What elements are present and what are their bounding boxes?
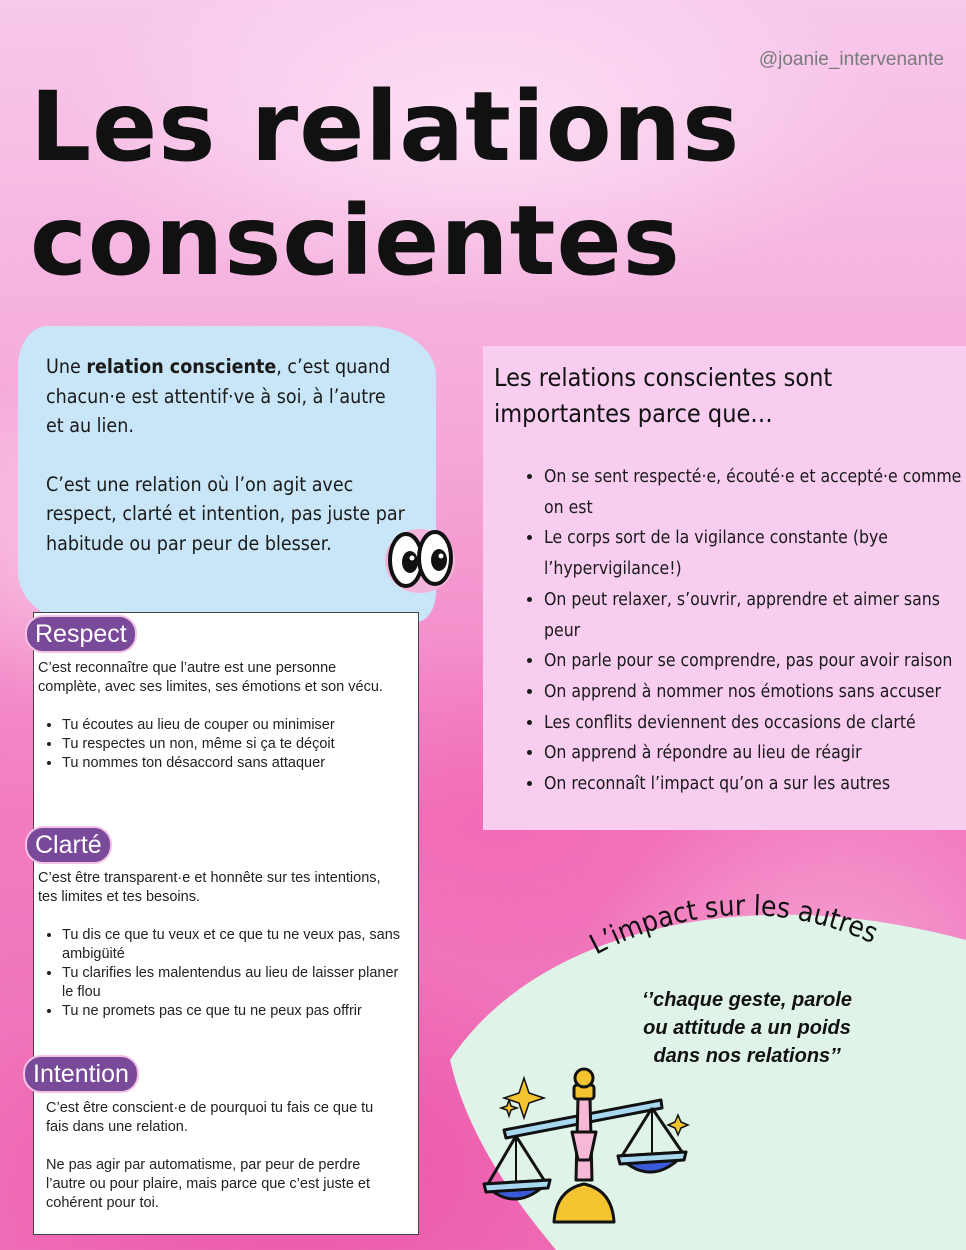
impact-heading: L’impact sur les autres: [584, 888, 883, 962]
respect-description: C’est reconnaître que l’autre est une personne complète, avec ses limites, ses émotions et son vécu.: [38, 660, 383, 695]
author-handle: @joanie_intervenante: [758, 49, 944, 70]
respect-list: [38, 716, 400, 773]
title-line-1: Les relations: [30, 71, 741, 183]
list-item: • On apprend à nommer nos émotions sans accuser: [544, 677, 966, 708]
eyes-icon: [384, 526, 456, 594]
list-item: • Tu écoutes au lieu de couper ou minimiser: [62, 716, 400, 735]
list-item: • Tu respectes un non, même si ça te déçoit: [62, 735, 400, 754]
list-item: • On apprend à répondre au lieu de réagir: [544, 738, 966, 769]
respect-label: Respect: [25, 615, 137, 653]
impact-quote: ‘’chaque geste, parole ou attitude a un poids dans nos relations’’: [641, 989, 853, 1067]
clarte-description: C’est être transparent·e et honnête sur tes intentions, tes limites et tes besoins.: [38, 870, 381, 905]
leaf-shape: [450, 915, 966, 1250]
title-line-2: conscientes: [30, 185, 681, 297]
list-item: • On se sent respecté·e, écouté·e et accepté·e comme on est: [544, 462, 966, 523]
importance-list: [518, 462, 966, 800]
definition-text: [46, 352, 406, 587]
intention-paragraph-1: C’est être conscient·e de pourquoi tu fais ce que tu fais dans une relation.: [46, 1100, 374, 1135]
list-item: • Tu ne promets pas ce que tu ne peux pas offrir: [62, 1002, 400, 1021]
importance-heading: Les relations conscientes sont importantes parce que…: [494, 363, 833, 428]
list-item: • Le corps sort de la vigilance constante (bye l’hypervigilance!): [544, 523, 966, 584]
clarte-label: Clarté: [25, 826, 112, 864]
definition-bold-term: relation consciente: [86, 355, 277, 378]
list-item: • Les conflits deviennent des occasions de clarté: [544, 708, 966, 739]
list-item: • Tu clarifies les malentendus au lieu de laisser planer le flou: [62, 964, 400, 1002]
list-item: • Tu dis ce que tu veux et ce que tu ne veux pas, sans ambigüité: [62, 926, 400, 964]
intention-section: [46, 1099, 376, 1213]
clarte-section: [38, 869, 400, 1021]
list-item: • On reconnaît l’impact qu’on a sur les autres: [544, 769, 966, 800]
definition-paragraph-1: Une relation consciente, c’est quand chacun·e est attentif·ve à soi, à l’autre et au lien.: [46, 355, 391, 437]
respect-section: [38, 659, 400, 773]
clarte-list: [38, 926, 400, 1021]
list-item: • On peut relaxer, s’ouvrir, apprendre et aimer sans peur: [544, 585, 966, 646]
list-item: • On parle pour se comprendre, pas pour avoir raison: [544, 646, 966, 677]
definition-paragraph-2: C’est une relation où l’on agit avec respect, clarté et intention, pas juste par habitude ou par peur de blesser.: [46, 472, 405, 555]
intention-label: Intention: [23, 1055, 139, 1093]
intention-paragraph-2: Ne pas agir par automatisme, par peur de perdre l’autre ou pour plaire, mais parce que c’est juste et cohérent pour toi.: [46, 1157, 371, 1211]
list-item: • Tu nommes ton désaccord sans attaquer: [62, 754, 400, 773]
page-title: [30, 70, 930, 298]
